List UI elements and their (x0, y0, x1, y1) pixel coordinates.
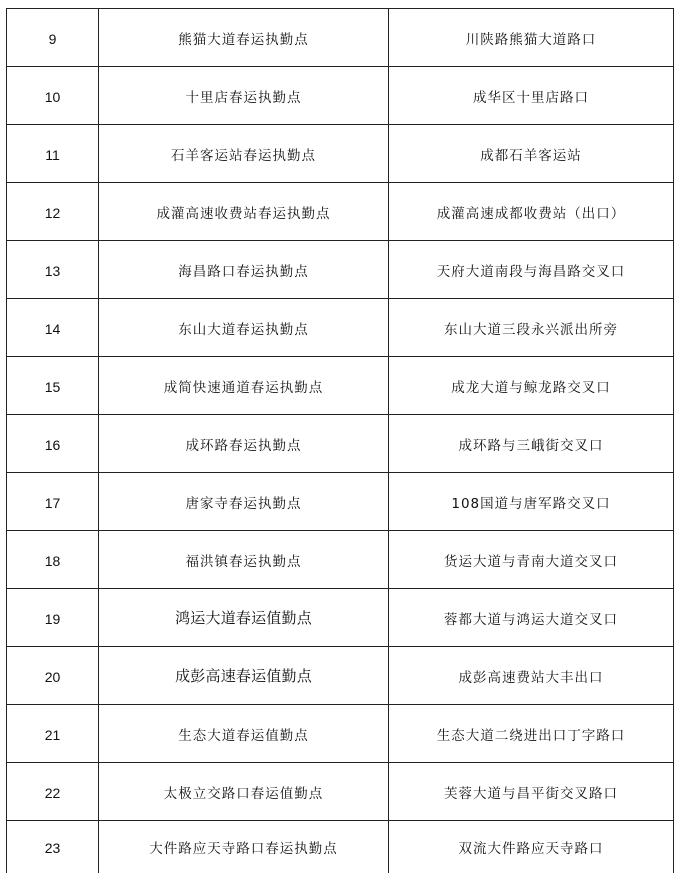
checkpoint-location: 川陕路熊猫大道路口 (389, 9, 674, 67)
row-number: 9 (7, 9, 99, 67)
checkpoint-name: 大件路应天寺路口春运执勤点 (99, 821, 389, 873)
row-number: 23 (7, 821, 99, 873)
row-number: 18 (7, 531, 99, 589)
table-row (7, 125, 674, 183)
checkpoint-location: 成龙大道与鲸龙路交叉口 (389, 357, 674, 415)
checkpoint-location: 成环路与三峨街交叉口 (389, 415, 674, 473)
checkpoint-location: 货运大道与青南大道交叉口 (389, 531, 674, 589)
checkpoint-table-container (6, 8, 673, 873)
row-number: 14 (7, 299, 99, 357)
table-row (7, 415, 674, 473)
checkpoint-location: 108国道与唐军路交叉口 (389, 473, 674, 531)
row-number: 13 (7, 241, 99, 299)
table-row (7, 705, 674, 763)
table-row (7, 589, 674, 647)
checkpoint-name: 成灌高速收费站春运执勤点 (99, 183, 389, 241)
checkpoint-location: 生态大道二绕进出口丁字路口 (389, 705, 674, 763)
checkpoint-name: 十里店春运执勤点 (99, 67, 389, 125)
row-number: 11 (7, 125, 99, 183)
checkpoint-location: 芙蓉大道与昌平街交叉路口 (389, 763, 674, 821)
checkpoint-name: 鸿运大道春运值勤点 (99, 589, 389, 647)
table-row (7, 473, 674, 531)
checkpoint-table (6, 8, 674, 873)
row-number: 17 (7, 473, 99, 531)
row-number: 16 (7, 415, 99, 473)
checkpoint-location: 东山大道三段永兴派出所旁 (389, 299, 674, 357)
table-row (7, 241, 674, 299)
table-row (7, 9, 674, 67)
table-row (7, 647, 674, 705)
checkpoint-name: 唐家寺春运执勤点 (99, 473, 389, 531)
checkpoint-location: 成华区十里店路口 (389, 67, 674, 125)
checkpoint-location: 蓉都大道与鸿运大道交叉口 (389, 589, 674, 647)
table-row (7, 357, 674, 415)
checkpoint-location: 双流大件路应天寺路口 (389, 821, 674, 873)
checkpoint-name: 太极立交路口春运值勤点 (99, 763, 389, 821)
checkpoint-location: 成灌高速成都收费站（出口） (389, 183, 674, 241)
checkpoint-name: 东山大道春运执勤点 (99, 299, 389, 357)
table-row (7, 299, 674, 357)
table-row (7, 183, 674, 241)
checkpoint-name: 成环路春运执勤点 (99, 415, 389, 473)
row-number: 10 (7, 67, 99, 125)
table-row (7, 763, 674, 821)
checkpoint-name: 熊猫大道春运执勤点 (99, 9, 389, 67)
row-number: 20 (7, 647, 99, 705)
checkpoint-location: 成都石羊客运站 (389, 125, 674, 183)
table-row (7, 67, 674, 125)
checkpoint-name: 生态大道春运值勤点 (99, 705, 389, 763)
checkpoint-name: 海昌路口春运执勤点 (99, 241, 389, 299)
checkpoint-name: 石羊客运站春运执勤点 (99, 125, 389, 183)
checkpoint-location: 天府大道南段与海昌路交叉口 (389, 241, 674, 299)
row-number: 21 (7, 705, 99, 763)
row-number: 19 (7, 589, 99, 647)
checkpoint-name: 福洪镇春运执勤点 (99, 531, 389, 589)
row-number: 22 (7, 763, 99, 821)
table-row (7, 531, 674, 589)
row-number: 15 (7, 357, 99, 415)
row-number: 12 (7, 183, 99, 241)
checkpoint-name: 成简快速通道春运执勤点 (99, 357, 389, 415)
checkpoint-name: 成彭高速春运值勤点 (99, 647, 389, 705)
checkpoint-location: 成彭高速费站大丰出口 (389, 647, 674, 705)
table-row (7, 821, 674, 873)
